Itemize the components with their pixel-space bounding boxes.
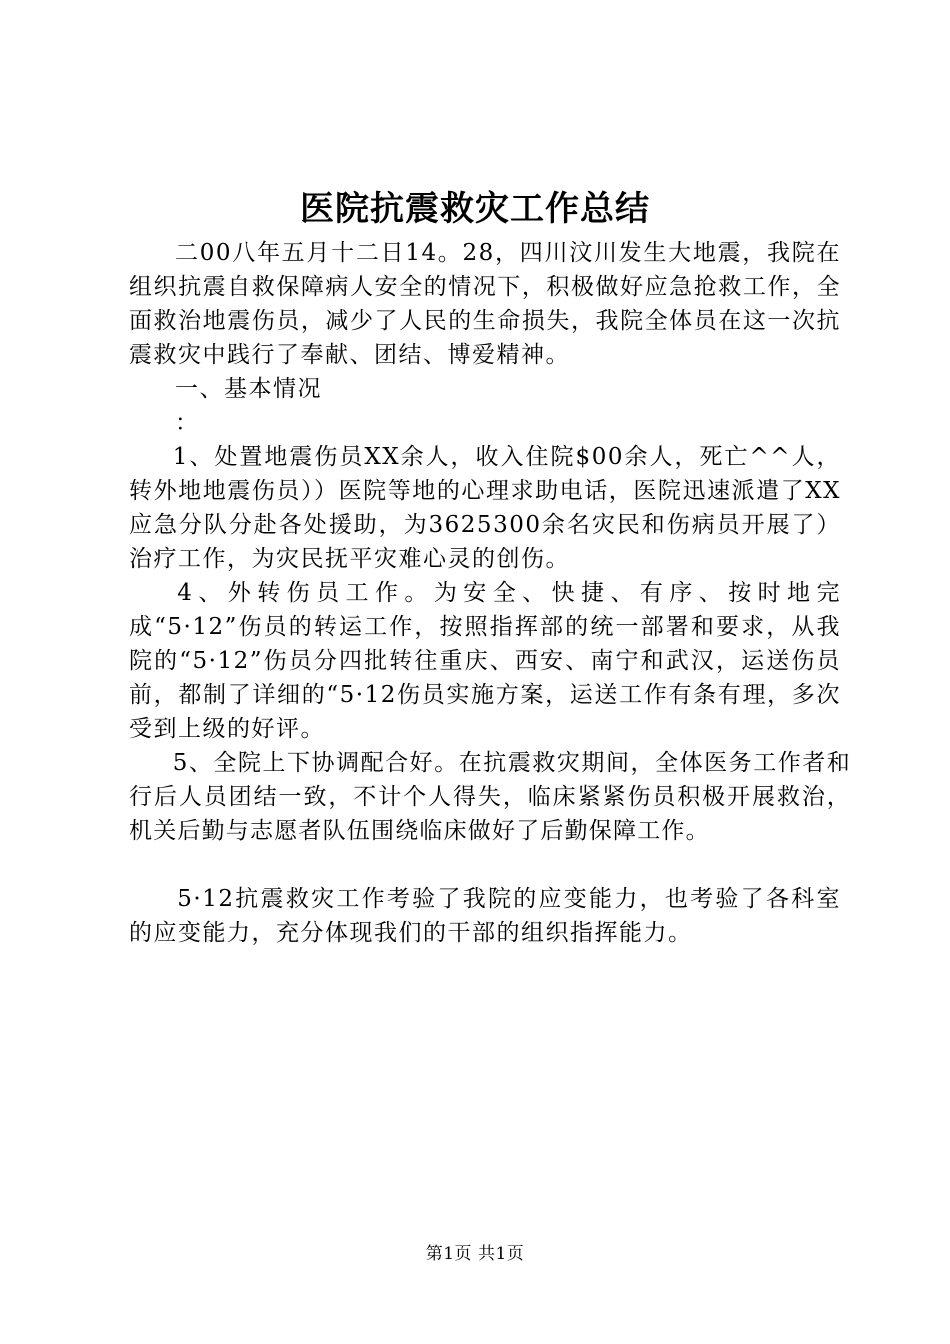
document-title: 医院抗震救灾工作总结 xyxy=(300,189,650,229)
paragraph-item-4: 4、外转伤员工作。为安全、快捷、有序、按时地完成“5·12”伤员的转运工作，按照指挥部的统一部署和要求，从我院的“5·12”伤员分四批转往重庆、西安、南宁和武汉，运送伤员前，都制了详细的“5·12伤员实施方案，运送工作有条有理，多次受到上级的好评。 xyxy=(129,580,841,742)
page-footer: 第1页 共1页 xyxy=(425,1244,525,1264)
paragraph-item-5: 5、全院上下协调配合好。在抗震救灾期间，全体医务工作者和行后人员团结一致，不计个人得失，临床紧紧伤员积极开展救治，机关后勤与志愿者队伍围绕临床做好了后勤保障工作。 xyxy=(129,750,851,844)
section-heading-basic-situation: 一、基本情况 xyxy=(175,376,322,402)
paragraph-colon: ： xyxy=(175,410,200,436)
document-body xyxy=(129,236,851,950)
paragraph-item-1: 1、处置地震伤员XX余人，收入住院$00余人，死亡^^人，转外地地震伤员））医院等地的心理求助电话，医院迅速派遣了XX应急分队分赴各处援助，为3625300余名灾民和伤病员开展了）治疗工作，为灾民抚平灾难心灵的创伤。 xyxy=(129,444,841,572)
paragraph-intro: 二00八年五月十二日14。28，四川汶川发生大地震，我院在组织抗震自救保障病人安全的情况下，积极做好应急抢救工作，全面救治地震伤员，减少了人民的生命损失，我院全体员在这一次抗震救灾中践行了奉献、团结、博爱精神。 xyxy=(129,240,841,368)
blank-line xyxy=(129,848,841,882)
paragraph-conclusion: 5·12抗震救灾工作考验了我院的应变能力，也考验了各科室的应变能力，充分体现我们的干部的组织指挥能力。 xyxy=(129,886,841,946)
